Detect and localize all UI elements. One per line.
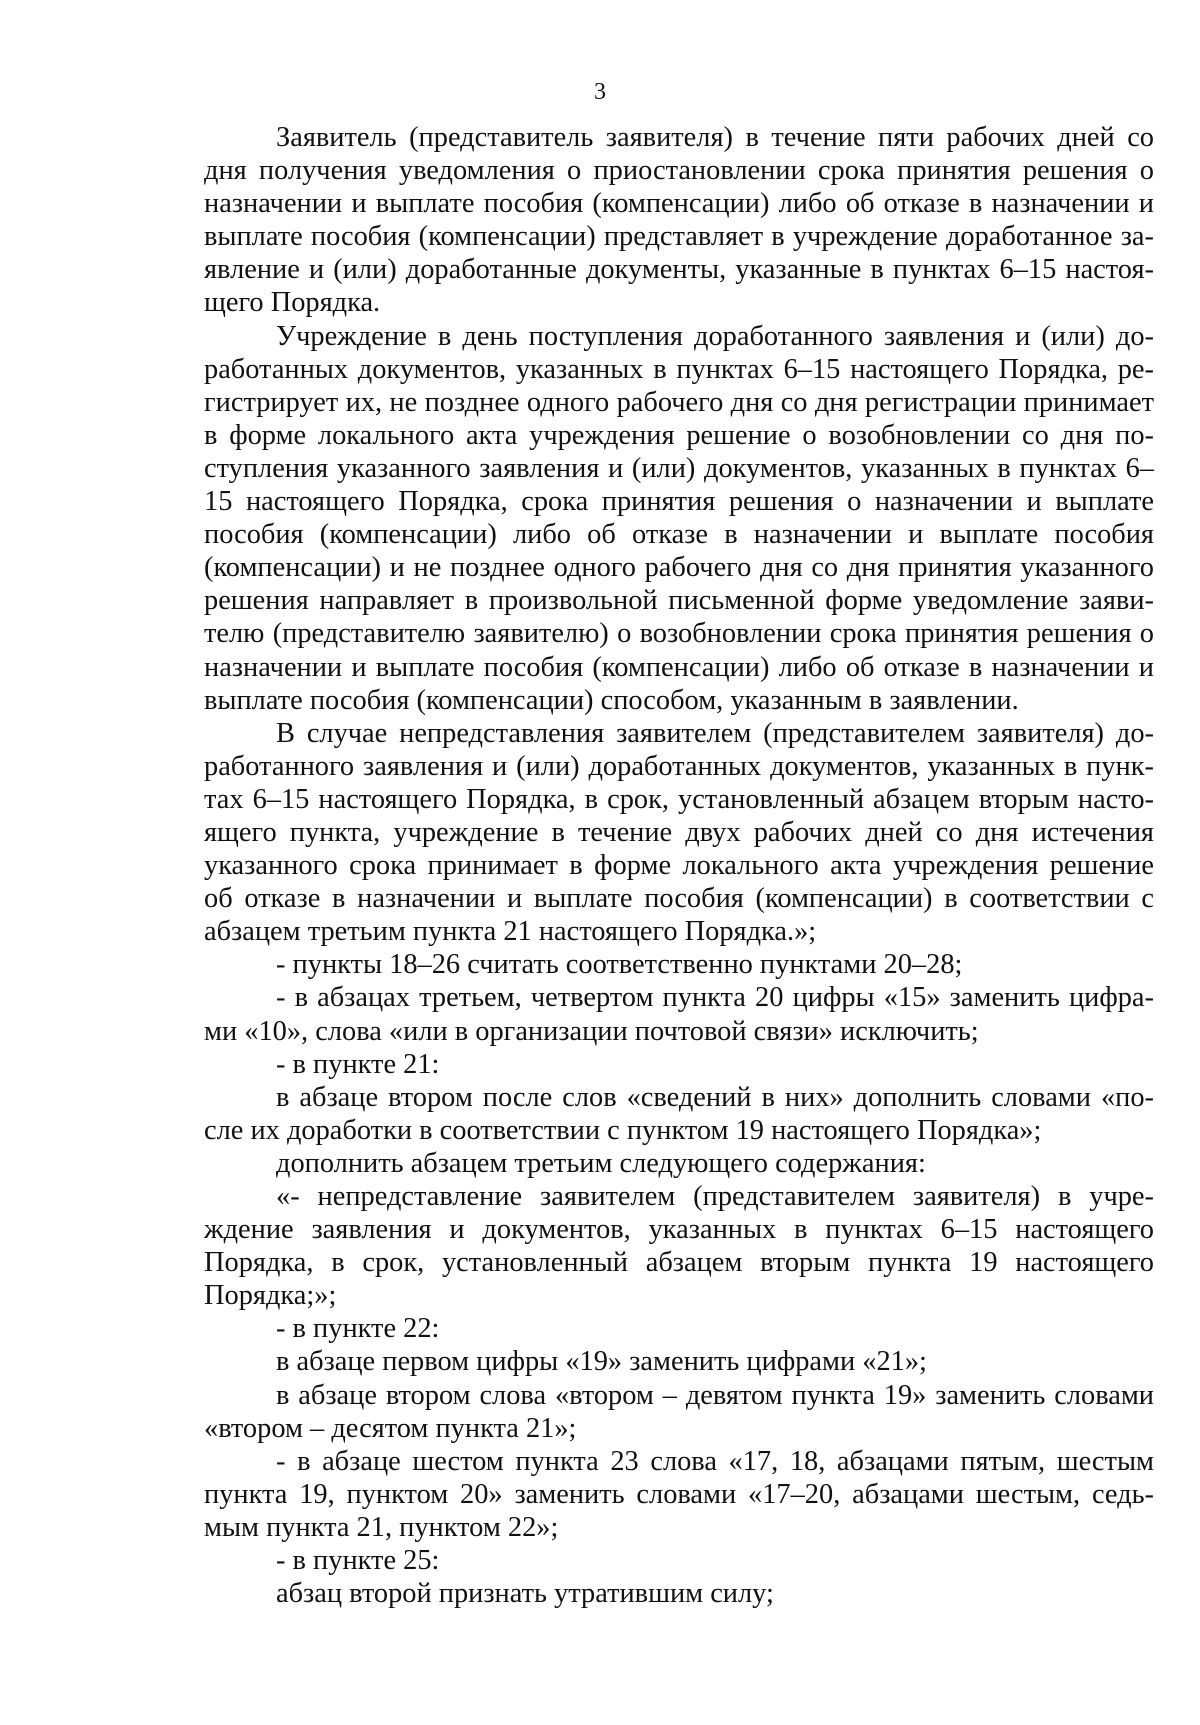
paragraph: - в пункте 22: xyxy=(276,1313,440,1345)
paragraph: в абзаце втором после слов «сведений в них» дополнить словами «после их доработки в соответствии с пунктом 19 настоящего Порядка»; xyxy=(204,1081,1154,1146)
paragraph: - в абзаце шестом пункта 23 слова «17, 18, абзацами пятым, шестым пункта 19, пунктом 20» заменить словами «17–20, абзацами шестым, седьмым пункта 21, пунктом 22»; xyxy=(204,1445,1154,1543)
paragraph: - пункты 18–26 считать соответственно пунктами 20–28; xyxy=(276,949,963,981)
paragraph: в абзаце втором слова «втором – девятом пункта 19» заменить словами «втором – десятом пункта 21»; xyxy=(204,1379,1154,1444)
document-body xyxy=(204,121,1154,1610)
paragraph: В случае непредставления заявителем (представителем заявителя) доработанного заявления и (или) доработанных документов, указанных в пунктах 6–15 настоящего Порядка, в срок, установленный абзацем вторым настоящего пункта, учреждение в течение двух рабочих дней со дня истечения указанного срока принимает в форме локального акта учреждения решение об отказе в назначении и выплате пособия (компенсации) в соответствии с абзацем третьим пункта 21 настоящего Порядка.»; xyxy=(204,717,1154,948)
paragraph: - в абзацах третьем, четвертом пункта 20 цифры «15» заменить цифрами «10», слова «или в организации почтовой связи» исключить; xyxy=(204,982,1154,1047)
page-number: 3 xyxy=(594,79,606,105)
paragraph: Учреждение в день поступления доработанного заявления и (или) доработанных документов, указанных в пунктах 6–15 настоящего Порядка, регистрирует их, не позднее одного рабочего дня со дня регистрации принимает в форме локального акта учреждения решение о возобновлении со дня поступления указанного заявления и (или) документов, указанных в пунктах 6–15 настоящего Порядка, срока принятия решения о назначении и выплате пособия (компенсации) либо об отказе в назначении и выплате пособия (компенсации) и не позднее одного рабочего дня со дня принятия указанного решения направляет в произвольной письменной форме уведомление заявителю (представителю заявителю) о возобновлении срока принятия решения о назначении и выплате пособия (компенсации) либо об отказе в назначении и выплате пособия (компенсации) способом, указанным в заявлении. xyxy=(204,320,1154,716)
paragraph: - в пункте 25: xyxy=(276,1545,440,1577)
paragraph: в абзаце первом цифры «19» заменить цифрами «21»; xyxy=(276,1346,927,1378)
paragraph: «- непредставление заявителем (представителем заявителя) в учреждение заявления и документов, указанных в пунктах 6–15 настоящего Порядка, в срок, установленный абзацем вторым пункта 19 настоящего Порядка;»; xyxy=(204,1181,1154,1312)
paragraph: дополнить абзацем третьим следующего содержания: xyxy=(276,1147,926,1179)
paragraph: - в пункте 21: xyxy=(276,1048,440,1080)
paragraph: Заявитель (представитель заявителя) в течение пяти рабочих дней со дня получения уведомления о приостановлении срока принятия решения о назначении и выплате пособия (компенсации) либо об отказе в назначении и выплате пособия (компенсации) представляет в учреждение доработанное заявление и (или) доработанные документы, указанные в пунктах 6–15 настоящего Порядка. xyxy=(204,122,1154,319)
paragraph: абзац второй признать утратившим силу; xyxy=(276,1578,774,1610)
